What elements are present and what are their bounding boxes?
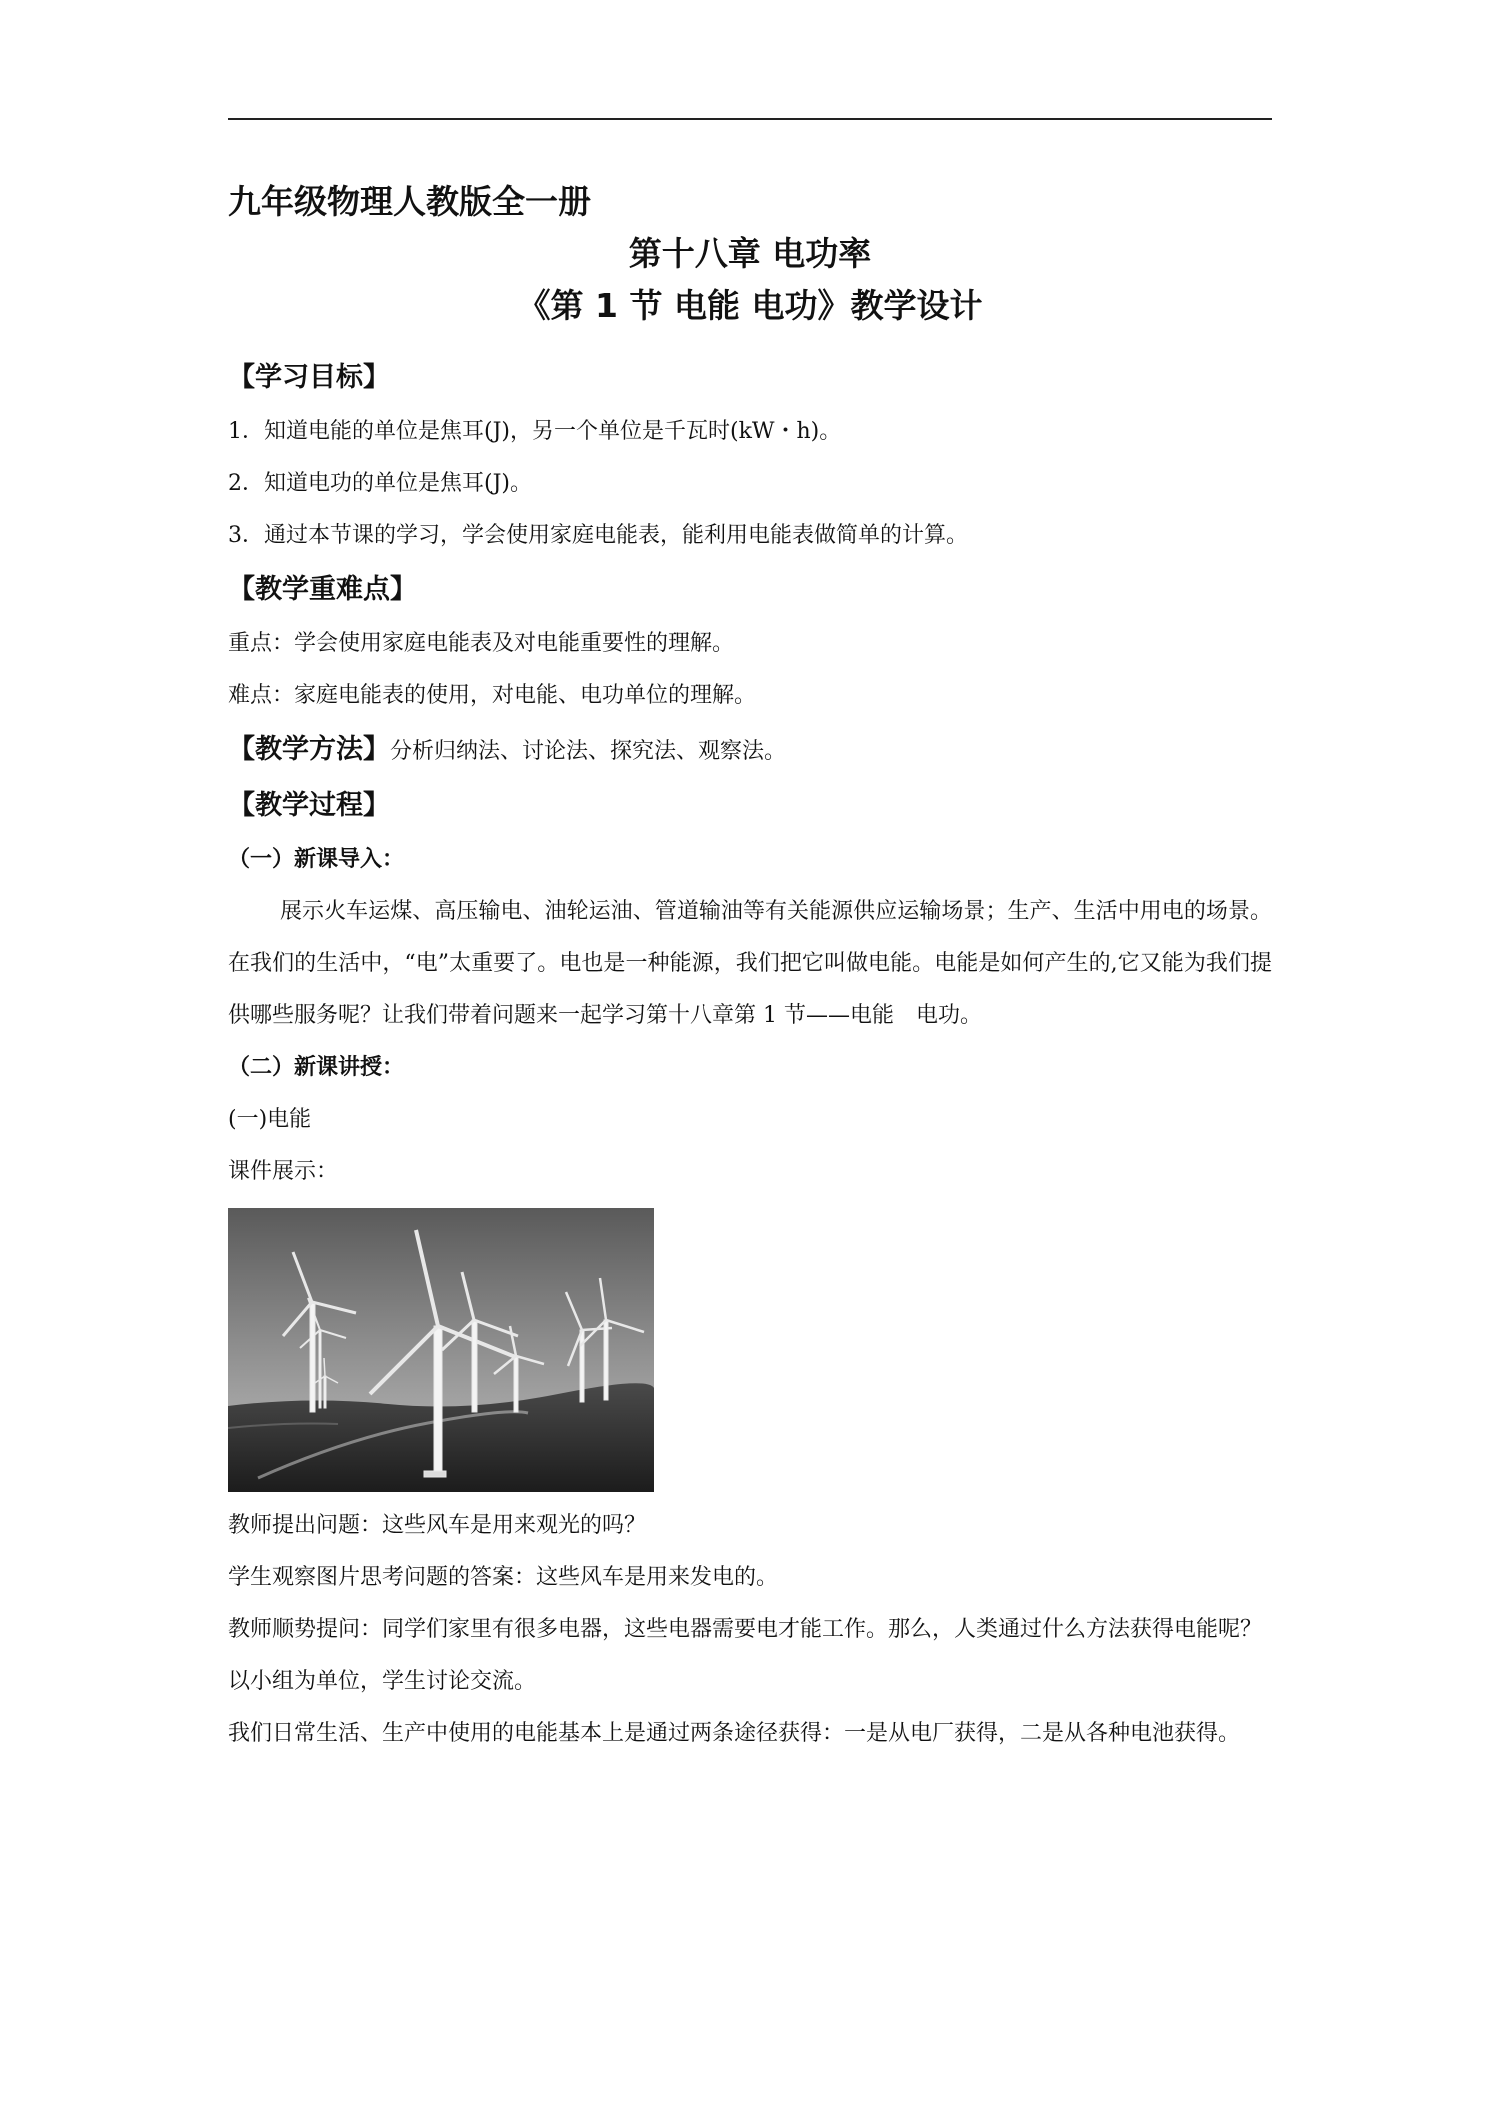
header-rule (228, 118, 1272, 120)
series-title: 九年级物理人教版全一册 (228, 182, 591, 221)
objectives-heading: 【学习目标】 (228, 362, 390, 393)
objective-item-1: 1．知道电能的单位是焦耳(J)，另一个单位是千瓦时(kW・h)。 (228, 419, 842, 444)
section-electric-energy: (一)电能 (228, 1107, 312, 1132)
methods-heading-label: 【教学方法】 (228, 734, 390, 765)
difficult-point-text: 难点：家庭电能表的使用，对电能、电功单位的理解。 (228, 683, 757, 708)
process-heading: 【教学过程】 (228, 790, 390, 821)
objective-item-3: 3．通过本节课的学习，学会使用家庭电能表，能利用电能表做简单的计算。 (228, 523, 968, 548)
intro-paragraph: 展示火车运煤、高压输电、油轮运油、管道输油等有关能源供应运输场景；生产、生活中用电的场景。在我们的生活中，“电”太重要了。电也是一种能源，我们把它叫做电能。电能是如何产生的,它又能为我们提供哪些服务呢？让我们带着问题来一起学习第十八章第 1 节——电能 电功。 (228, 899, 1272, 1028)
new-lesson-heading: （二）新课讲授： (228, 1055, 405, 1080)
teacher-question-1: 教师提出问题：这些风车是用来观光的吗？ (228, 1513, 647, 1538)
teacher-question-2: 教师顺势提问：同学们家里有很多电器，这些电器需要电才能工作。那么，人类通过什么方法获得电能呢？ (228, 1617, 1263, 1642)
document-content (228, 176, 1272, 1760)
lesson-title: 《第 1 节 电能 电功》教学设计 (517, 286, 983, 325)
chapter-title: 第十八章 电功率 (628, 234, 872, 273)
methods-heading (228, 722, 1272, 778)
student-answer-1: 学生观察图片思考问题的答案：这些风车是用来发电的。 (228, 1565, 779, 1590)
group-discussion: 以小组为单位，学生讨论交流。 (228, 1669, 537, 1694)
wind-turbine-photo (228, 1208, 654, 1492)
methods-text: 分析归纳法、讨论法、探究法、观察法。 (390, 739, 787, 764)
conclusion-paragraph: 我们日常生活、生产中使用的电能基本上是通过两条途径获得：一是从电厂获得，二是从各种电池获得。 (228, 1721, 1241, 1746)
key-points-heading: 【教学重难点】 (228, 574, 417, 605)
intro-heading: （一）新课导入： (228, 847, 405, 872)
key-point-text: 重点：学会使用家庭电能表及对电能重要性的理解。 (228, 631, 735, 656)
courseware-label: 课件展示： (228, 1159, 339, 1184)
objective-item-2: 2．知道电功的单位是焦耳(J)。 (228, 471, 532, 496)
